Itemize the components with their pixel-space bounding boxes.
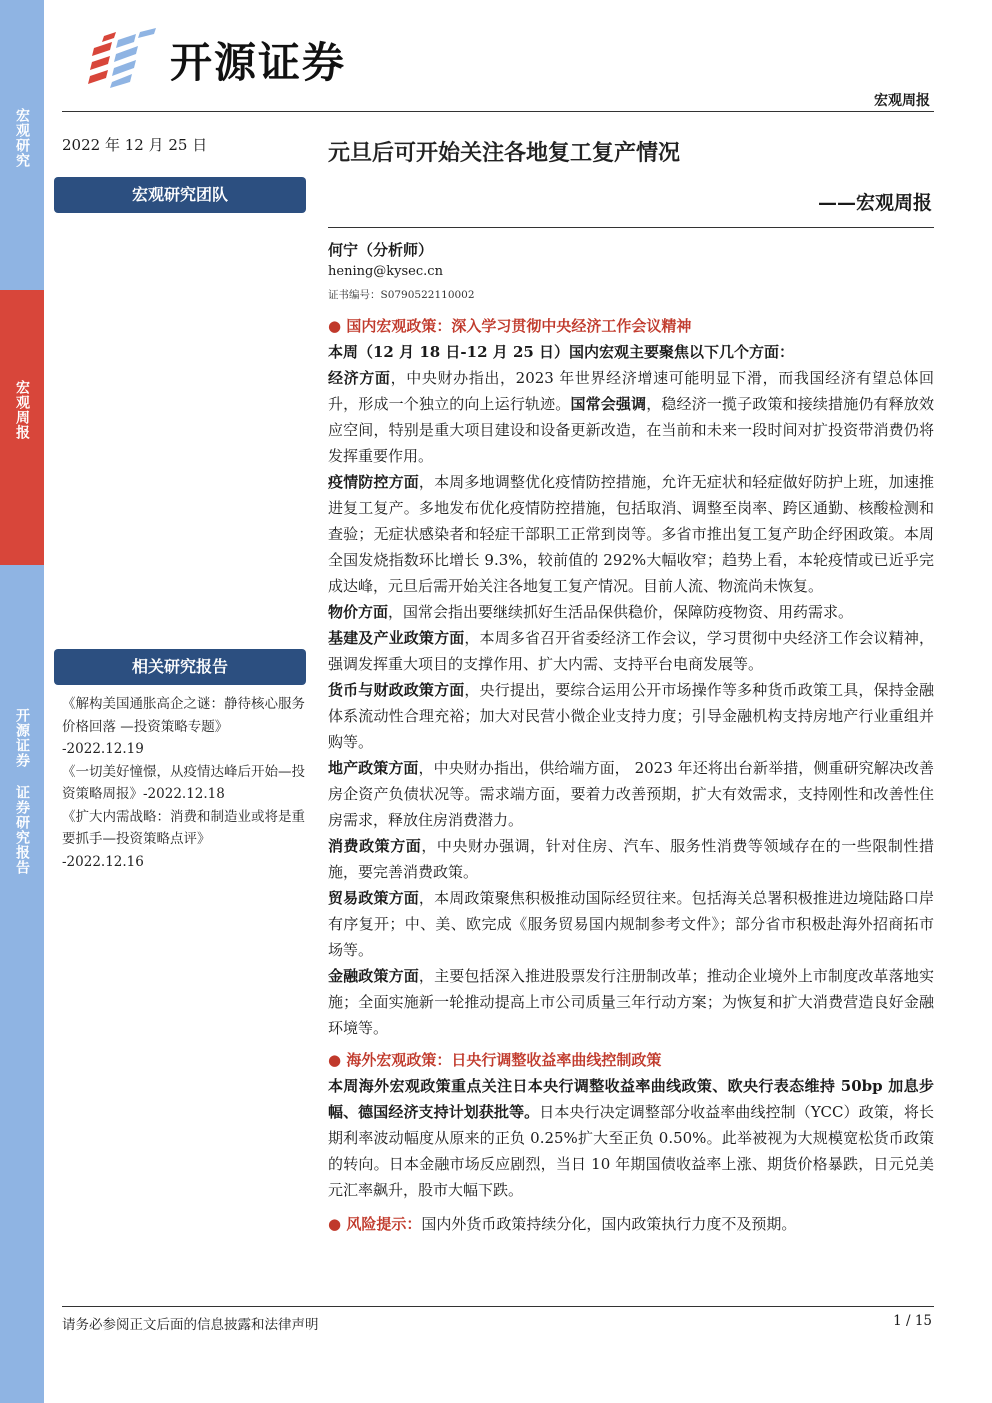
header-report-type: 宏观周报 [874, 93, 930, 109]
paragraph-real-estate: 地产政策方面，中央财办指出，供给端方面， 2023 年还将出台新举措，侧重研究解决改善房企资产负债状况等。需求端方面，要着力改善预期，扩大有效需求，支持刚性和改善性住房需求，释放住房消费潜力。 [328, 759, 934, 829]
related-report-item[interactable]: 《扩大内需战略：消费和制造业或将是重要抓手—投资策略点评》 [62, 808, 305, 847]
title-divider [328, 227, 934, 228]
paragraph-trade: 贸易政策方面，本周政策聚焦积极推动国际经贸往来。包括海关总署积极推进边境陆路口岸有序复开；中、美、欧完成《服务贸易国内规制参考文件》；部分省市积极赴海外招商拓市场等。 [328, 889, 934, 959]
analyst-cert: 证书编号：S0790522110002 [328, 289, 475, 301]
analyst-name: 何宁（分析师） [328, 241, 434, 259]
footer-disclaimer: 请务必参阅正文后面的信息披露和法律声明 [62, 1317, 319, 1333]
paragraph-infrastructure: 基建及产业政策方面，本周多省召开省委经济工作会议，学习贯彻中央经济工作会议精神，强调发挥重大项目的支撑作用、扩大内需、支持平台电商发展等。 [328, 629, 934, 673]
paragraph-economy: 经济方面，中央财办指出，2023 年世界经济增速可能明显下滑，而我国经济有望总体回升，形成一个独立的向上运行轨迹。国常会强调，稳经济一揽子政策和接续措施仍有释放效应空间，特别是重大项目建设和设备更新改造，在当前和未来一段时间对扩投资带消费仍将发挥重要作用。 [328, 369, 934, 465]
paragraph-monetary: 货币与财政政策方面，央行提出，要综合运用公开市场操作等多种货币政策工具，保持金融体系流动性合理充裕；加大对民营小微企业支持力度；引导金融机构支持房地产行业重组并购等。 [328, 681, 934, 751]
bullet-icon: ● [328, 317, 342, 335]
bullet-icon: ● [328, 1215, 342, 1233]
report-title: 元旦后可开始关注各地复工复产情况 [328, 140, 681, 166]
bullet-icon: ● [328, 1051, 342, 1069]
related-report-date: -2022.12.19 [62, 741, 144, 757]
domestic-intro: 本周（12 月 18 日-12 月 25 日）国内宏观主要聚焦以下几个方面： [328, 343, 795, 361]
logo-icon [86, 28, 158, 88]
sidebar-strip-bottom [0, 565, 44, 1403]
team-panel: 宏观研究团队 [54, 177, 306, 213]
risk-warning: ● 风险提示：国内外货币政策持续分化，国内政策执行力度不及预期。 [328, 1215, 797, 1233]
logo-text: 开源证券 [170, 38, 347, 87]
page-number: 1 / 15 [893, 1313, 932, 1329]
paragraph-consumption: 消费政策方面，中央财办强调，针对住房、汽车、服务性消费等领域存在的一些限制性措施，要完善消费政策。 [328, 837, 934, 881]
paragraph-epidemic: 疫情防控方面，本周多地调整优化疫情防控措施，允许无症状和轻症做好防护上班，加速推进复工复产。多地发布优化疫情防控措施，包括取消、调整至岗率、跨区通勤、核酸检测和查验；无症状感染者和轻症干部职工正常到岗等。多省市推出复工复产助企纾困政策。本周全国发烧指数环比增长 9.3%，较前值的 292%大幅收窄；趋势上看，本轮疫情或已近乎完成达峰，元旦后需开始关注各地复工复产情况。目前人流、物流尚未恢复。 [328, 473, 934, 595]
paragraph-price: 物价方面，国常会指出要继续抓好生活品保供稳价，保障防疫物资、用药需求。 [328, 603, 854, 621]
section-heading-overseas: ● 海外宏观政策：日央行调整收益率曲线控制政策 [328, 1051, 662, 1069]
related-report-item[interactable]: 《一切美好憧憬，从疫情达峰后开始—投资策略周报》-2022.12.18 [62, 763, 305, 802]
section-heading-domestic: ● 国内宏观政策：深入学习贯彻中央经济工作会议精神 [328, 317, 692, 335]
footer-divider [62, 1306, 934, 1307]
analyst-email[interactable]: hening@kysec.cn [328, 264, 443, 279]
related-reports-list [62, 693, 306, 873]
paragraph-finance: 金融政策方面，主要包括深入推进股票发行注册制改革；推动企业境外上市制度改革落地实施；全面实施新一轮推动提高上市公司质量三年行动方案；为恢复和扩大消费营造良好金融环境等。 [328, 967, 934, 1037]
paragraph-overseas: 本周海外宏观政策重点关注日本央行调整收益率曲线政策、欧央行表态维持 50bp 加息步幅、德国经济支持计划获批等。日本央行决定调整部分收益率曲线控制（YCC）政策，将长期利率波动幅度从原来的正负 0.25%扩大至正负 0.50%。此举被视为大规模宽松货币政策的转向。日本金融市场反应剧烈，当日 10 年期国债收益率上涨、期货价格暴跌，日元兑美元汇率飙升，股市大幅下跌。 [328, 1077, 934, 1199]
header-divider [62, 111, 934, 112]
related-report-date: -2022.12.16 [62, 853, 144, 870]
sidebar-label-middle: 宏观周报 [14, 380, 30, 440]
sidebar-label-bottom: 开源证券 证券研究报告 [14, 708, 30, 875]
related-reports-panel: 相关研究报告 [54, 649, 306, 685]
report-date: 2022 年 12 月 25 日 [62, 136, 208, 154]
report-subtitle: ——宏观周报 [817, 192, 932, 214]
sidebar-label-top: 宏观研究 [14, 108, 30, 168]
related-report-item[interactable]: 《解构美国通胀高企之谜：静待核心服务价格回落 —投资策略专题》 [62, 696, 305, 735]
report-body [328, 313, 934, 1237]
